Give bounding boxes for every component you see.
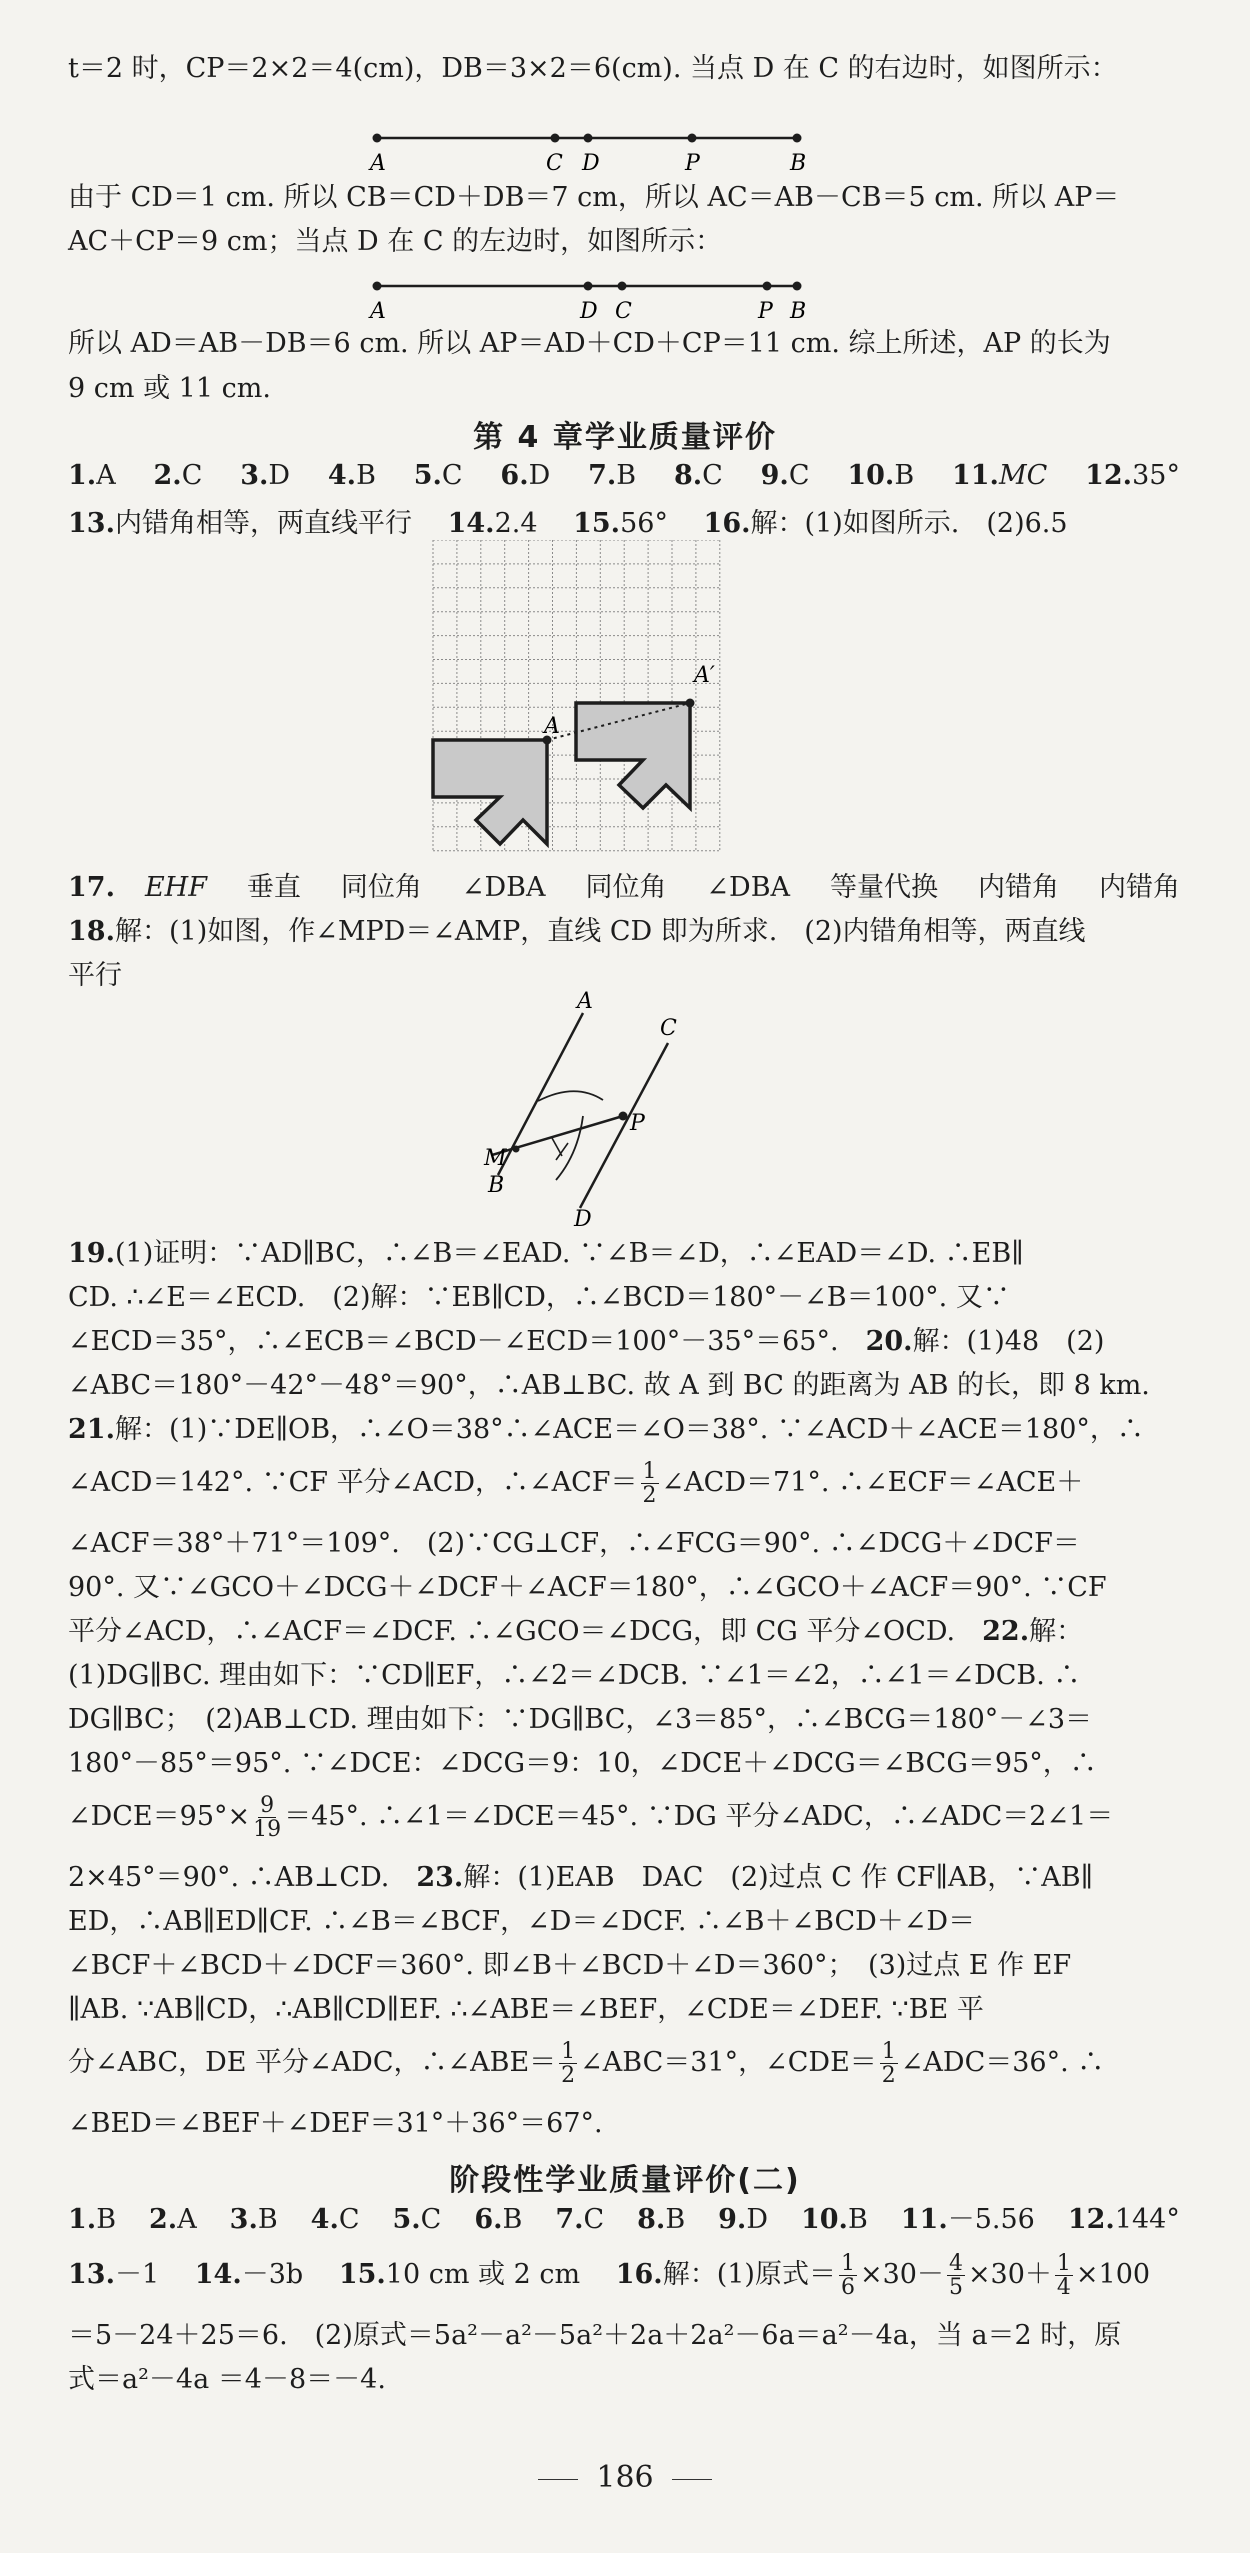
text-line: 13.－1 14.－3b 15.10 cm 或 2 cm 16.解：(1)原式＝ $\frac{1}{6}$ ×30－ $\frac{4}{5}$ ×30＋ $\frac{1}{4}$ ×100 <box>68 2251 1151 2301</box>
text-line: CD. ∴∠E＝∠ECD. (2)解：∵EB∥CD，∴∠BCD＝180°－∠B＝100°. 又∵ <box>68 1282 1010 1313</box>
label-b: B <box>790 299 807 324</box>
label-c: C <box>546 151 563 176</box>
label-d: D <box>582 151 600 176</box>
answer-item: 4.B <box>327 460 376 491</box>
text-line: 平行 <box>68 960 122 991</box>
grid-translation-figure <box>428 540 748 860</box>
text-line: 13.内错角相等，两直线平行 14.2.4 15.56° 16.解：(1)如图所示. (2)6.5 <box>68 508 1068 539</box>
point-p <box>763 282 772 291</box>
answer-item: 4.C <box>310 2204 360 2235</box>
label-d: D <box>580 299 598 324</box>
text-line: ∠ACF＝38°＋71°＝109°. (2)∵CG⊥CF，∴∠FCG＝90°. ∴∠DCG＋∠DCF＝ <box>68 1528 1080 1559</box>
label-a: A <box>370 299 386 324</box>
reason-item: 内错角 <box>977 872 1059 903</box>
answer-item: 11.MC <box>951 460 1048 491</box>
point-b <box>793 282 802 291</box>
answer-item: 7.B <box>588 460 637 491</box>
label-p: P <box>758 299 773 324</box>
segment-figure-right <box>360 120 820 178</box>
text-line: ∠ACD＝142°. ∵CF 平分∠ACD，∴∠ACF＝ $\frac{1}{2}$ ∠ACD＝71°. ∴∠ECF＝∠ACE＋ <box>68 1459 1084 1509</box>
answer-item: 8.B <box>637 2204 686 2235</box>
text-line: ∠ABC＝180°－42°－48°＝90°，∴AB⊥BC. 故 A 到 BC 的距离为 AB 的长，即 8 km. <box>68 1370 1150 1401</box>
text-line: ∠BCF＋∠BCD＋∠DCF＝360°. 即∠B＋∠BCD＋∠D＝360°； (3)过点 E 作 EF <box>68 1950 1072 1981</box>
answer-item: 5.C <box>392 2204 442 2235</box>
answer-item: 3.B <box>229 2204 278 2235</box>
original-shape <box>433 740 547 844</box>
text-line: 9 cm 或 11 cm. <box>68 373 271 404</box>
answer-item: 11.－5.56 <box>900 2204 1035 2235</box>
point-d <box>584 134 593 143</box>
answer-item: 1.B <box>68 2204 117 2235</box>
answer-item: 7.C <box>555 2204 605 2235</box>
label-a-prime: A′ <box>694 663 715 688</box>
text-line: 21.解：(1)∵DE∥OB，∴∠O＝38°∴∠ACE＝∠O＝38°. ∵∠ACD＋∠ACE＝180°，∴ <box>68 1414 1144 1445</box>
text-line: 平分∠ACD，∴∠ACF＝∠DCF. ∴∠GCO＝∠DCG，即 CG 平分∠OCD. 22.解： <box>68 1616 1084 1647</box>
point-d <box>584 282 593 291</box>
point-b <box>793 134 802 143</box>
answer-item: 2.A <box>149 2204 197 2235</box>
answer-item: 1.A <box>68 460 116 491</box>
label-m: M <box>484 1146 507 1171</box>
text-line: 180°－85°＝95°. ∵∠DCE：∠DCG＝9：10，∠DCE＋∠DCG＝∠BCG＝95°，∴ <box>68 1748 1097 1779</box>
reason-item: EHF <box>144 872 207 903</box>
answer-item: 6.B <box>474 2204 523 2235</box>
label-p: P <box>685 151 700 176</box>
answer-item: 8.C <box>673 460 723 491</box>
text-line: ∠BED＝∠BEF＋∠DEF＝31°＋36°＝67°. <box>68 2108 603 2139</box>
label-d: D <box>574 1207 592 1230</box>
label-a: A <box>370 151 386 176</box>
text-line: ∠ECD＝35°，∴∠ECB＝∠BCD－∠ECD＝100°－35°＝65°. 20.解：(1)48 (2) <box>68 1326 1105 1357</box>
reason-item: 同位角 <box>585 872 667 903</box>
section-title-stage2: 阶段性学业质量评价(二) <box>449 2163 801 2198</box>
answer-item: 9.C <box>760 460 810 491</box>
text-line: ED，∴AB∥ED∥CF. ∴∠B＝∠BCF，∠D＝∠DCF. ∴∠B＋∠BCD＋∠D＝ <box>68 1906 976 1937</box>
answer-row-ch4 <box>68 462 1180 489</box>
text-line: ∥AB. ∵AB∥CD，∴AB∥CD∥EF. ∴∠ABE＝∠BEF，∠CDE＝∠DEF. ∵BE 平 <box>68 1994 984 2025</box>
label-b: B <box>790 151 807 176</box>
point-a <box>373 282 382 291</box>
reason-item: 等量代换 <box>830 872 939 903</box>
label-b: B <box>488 1173 505 1198</box>
answer-item: 5.C <box>413 460 463 491</box>
reason-item: ∠DBA <box>461 872 546 903</box>
label-p: P <box>630 1111 645 1136</box>
reason-item: 内错角 <box>1098 872 1180 903</box>
point-c <box>551 134 560 143</box>
text-line: (1)DG∥BC. 理由如下：∵CD∥EF，∴∠2＝∠DCB. ∵∠1＝∠2，∴∠1＝∠DCB. ∴ <box>68 1660 1081 1691</box>
segment-figure-left <box>360 268 820 326</box>
answer-item: 6.D <box>500 460 551 491</box>
text-line: 分∠ABC，DE 平分∠ADC，∴∠ABE＝ $\frac{1}{2}$ ∠ABC＝31°，∠CDE＝ $\frac{1}{2}$ ∠ADC＝36°. ∴ <box>68 2039 1105 2089</box>
answer-item: 12.144° <box>1067 2204 1180 2235</box>
answer-item: 10.B <box>847 460 915 491</box>
text-line: 90°. 又∵∠GCO＋∠DCG＋∠DCF＋∠ACF＝180°，∴∠GCO＋∠ACF＝90°. ∵CF <box>68 1572 1107 1603</box>
translated-shape <box>576 703 690 808</box>
text-line: t＝2 时，CP＝2×2＝4(cm)，DB＝3×2＝6(cm). 当点 D 在 C 的右边时，如图所示： <box>68 53 1118 84</box>
label-a: A <box>577 990 593 1014</box>
answer-item: 10.B <box>800 2204 868 2235</box>
text-line: 所以 AD＝AB－DB＝6 cm. 所以 AP＝AD＋CD＋CP＝11 cm. 综上所述，AP 的长为 <box>68 328 1111 359</box>
text-line: 式＝a²－4a ＝4－8＝－4. <box>68 2364 386 2395</box>
construction-figure <box>470 990 700 1230</box>
reason-item: 垂直 <box>246 872 301 903</box>
point-a <box>373 134 382 143</box>
text-line: ＝5－24＋25＝6. (2)原式＝5a²－a²－5a²＋2a＋2a²－6a＝a²－4a，当 a＝2 时，原 <box>68 2320 1122 2351</box>
text-line: ∠DCE＝95°× $\frac{9}{19}$ ＝45°. ∴∠1＝∠DCE＝45°. ∵DG 平分∠ADC，∴∠ADC＝2∠1＝ <box>68 1793 1114 1843</box>
answer-row-stage2 <box>68 2206 1180 2233</box>
reason-item: ∠DBA <box>706 872 791 903</box>
text-line: 19.(1)证明：∵AD∥BC，∴∠B＝∠EAD. ∵∠B＝∠D，∴∠EAD＝∠D. ∴EB∥ <box>68 1238 1024 1269</box>
text-line: AC＋CP＝9 cm；当点 D 在 C 的左边时，如图所示： <box>68 226 723 257</box>
text-line: 18.解：(1)如图，作∠MPD＝∠AMP，直线 CD 即为所求. (2)内错角相等，两直线 <box>68 916 1086 947</box>
answer-item: 3.D <box>240 460 291 491</box>
point-c <box>618 282 627 291</box>
text-line: 2×45°＝90°. ∴AB⊥CD. 23.解：(1)EAB DAC (2)过点 C 作 CF∥AB，∵AB∥ <box>68 1862 1094 1893</box>
text-line: DG∥BC； (2)AB⊥CD. 理由如下：∵DG∥BC，∠3＝85°，∴∠BCG＝180°－∠3＝ <box>68 1704 1093 1735</box>
answer-item: 2.C <box>153 460 203 491</box>
label-c: C <box>615 299 632 324</box>
section-title-ch4: 第 4 章学业质量评价 <box>473 420 777 455</box>
point-p <box>688 134 697 143</box>
answer-item: 12.35° <box>1085 460 1180 491</box>
answer-item: 9.D <box>718 2204 768 2235</box>
reason-item: 同位角 <box>340 872 422 903</box>
label-a: A <box>544 714 560 739</box>
label-c: C <box>660 1016 677 1041</box>
text-line: 由于 CD＝1 cm. 所以 CB＝CD＋DB＝7 cm，所以 AC＝AB－CB＝5 cm. 所以 AP＝ <box>68 182 1120 213</box>
page-number: 186 <box>0 2460 1250 2495</box>
text-line-17: 17. EHF 垂直 同位角 ∠DBA 同位角 ∠DBA 等量代换 内错角 内错角 <box>68 872 1180 903</box>
